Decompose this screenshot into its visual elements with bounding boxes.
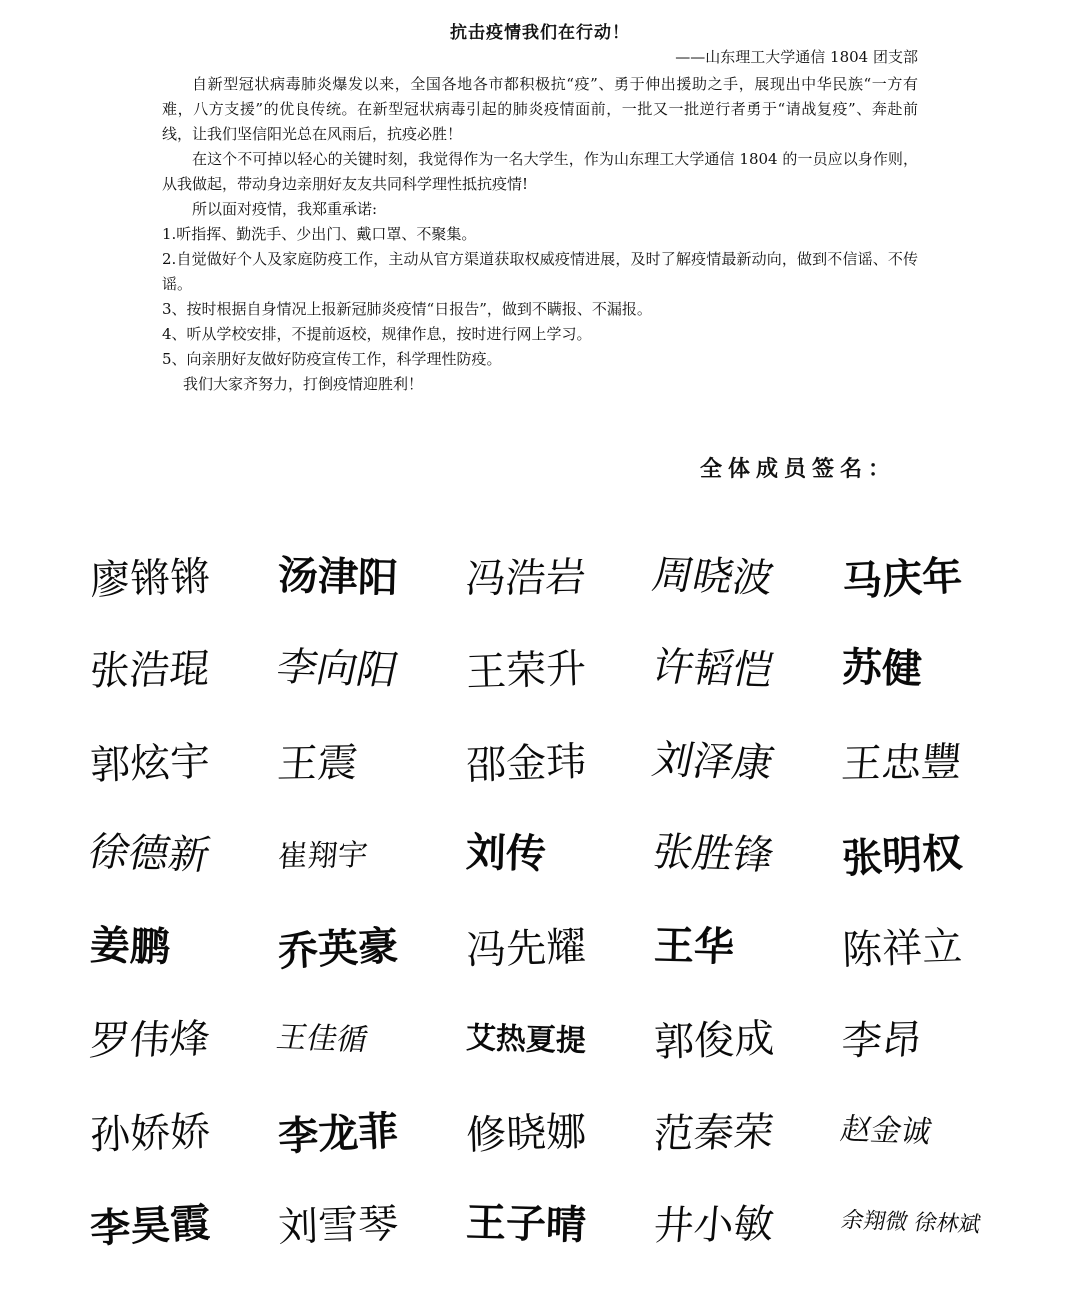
- signature: 王佳循: [273, 1019, 371, 1058]
- signature: 王忠豐: [839, 739, 964, 788]
- pledge-item: 3、按时根据自身情况上报新冠肺炎疫情“日报告”，做到不瞒报、不漏报。: [162, 300, 652, 318]
- pledge-item: 1.听指挥、勤洗手、少出门、戴口罩、不聚集。: [162, 225, 477, 243]
- signature: 崔翔宇: [276, 837, 370, 875]
- signature: 马庆年: [841, 551, 964, 606]
- signature: 冯先耀: [465, 923, 587, 974]
- signature: 乔英豪: [277, 921, 400, 976]
- paragraph: 所以面对疫情，我郑重承诺:: [192, 200, 378, 218]
- document-body: [162, 72, 918, 397]
- signature: 廖锵锵: [89, 553, 211, 604]
- paragraph: 在这个不可掉以轻心的关键时刻，我觉得作为一名大学生，作为山东理工大学通信 1804 的一员应以身作则，从我做起，带动身边亲朋好友友共同科学理性抵抗疫情!: [162, 150, 918, 193]
- pledge-item: 4、听从学校安排，不提前返校，规律作息，按时进行网上学习。: [162, 325, 592, 343]
- signature: 余翔微 徐林斌: [838, 1208, 984, 1239]
- signature: 刘雪琴: [277, 1201, 399, 1252]
- signature: 赵金诚: [837, 1112, 935, 1151]
- signature: 汤津阳: [277, 551, 399, 602]
- signature: 艾热夏提: [465, 1020, 587, 1059]
- signature: 徐德新: [84, 829, 215, 880]
- signature: 刘泽康: [648, 736, 779, 787]
- signature: 郭炫宇: [89, 738, 211, 789]
- signature: 李昂: [839, 1017, 924, 1065]
- signature: 修晓娜: [465, 1108, 587, 1159]
- signature: 张明权: [841, 829, 964, 883]
- document-subtitle: ——山东理工大学通信 1804 团支部: [675, 48, 918, 66]
- paragraph: 自新型冠状病毒肺炎爆发以来，全国各地各市都积极抗“疫”、勇于伸出援助之手，展现出中华民族“一方有难，八方支援”的优良传统。在新型冠状病毒引起的肺炎疫情面前，一批又一批逆行者勇于“请战复疫”、奔赴前线，让我们坚信阳光总在风雨后，抗疫必胜！: [162, 75, 918, 143]
- pledge-item: 5、向亲朋好友做好防疫宣传工作，科学理性防疫。: [162, 350, 502, 368]
- closing-line: 我们大家齐努力，打倒疫情迎胜利！: [183, 375, 424, 393]
- signature-heading: 全体成员签名：: [700, 457, 897, 482]
- signature: 苏健: [841, 644, 923, 694]
- signature: 王荣升: [465, 646, 587, 697]
- signature: 许韬恺: [648, 644, 779, 695]
- signature: 王华: [653, 921, 735, 971]
- signature: 姜鹏: [89, 921, 171, 971]
- signature: 张胜锋: [648, 829, 779, 880]
- signature: 邵金玮: [465, 738, 587, 789]
- signature: 李向阳: [272, 644, 403, 695]
- pledge-item: 2.自觉做好个人及家庭防疫工作，主动从官方渠道获取权威疫情进展，及时了解疫情最新动向，做到不信谣、不传谣。: [162, 250, 918, 293]
- document-title: 抗击疫情我们在行动！: [450, 23, 630, 43]
- signature: 郭俊成: [653, 1016, 775, 1067]
- signature: 罗伟烽: [87, 1016, 212, 1065]
- signature: 李龙菲: [277, 1106, 400, 1161]
- signature: 陈祥立: [841, 923, 963, 974]
- signature: 张浩琨: [87, 646, 212, 695]
- signature: 刘传: [465, 829, 547, 879]
- signature: 范秦荣: [651, 1109, 776, 1158]
- signature: 孙娇娇: [89, 1108, 211, 1159]
- signature: 王震: [275, 739, 360, 788]
- signature-grid: [82, 528, 1022, 1268]
- signature: 李昊霞: [89, 1199, 212, 1253]
- signature: 井小敏: [651, 1201, 776, 1250]
- signature: 王子晴: [465, 1199, 587, 1250]
- signature: 周晓波: [648, 551, 779, 602]
- signature: 冯浩岩: [463, 554, 588, 603]
